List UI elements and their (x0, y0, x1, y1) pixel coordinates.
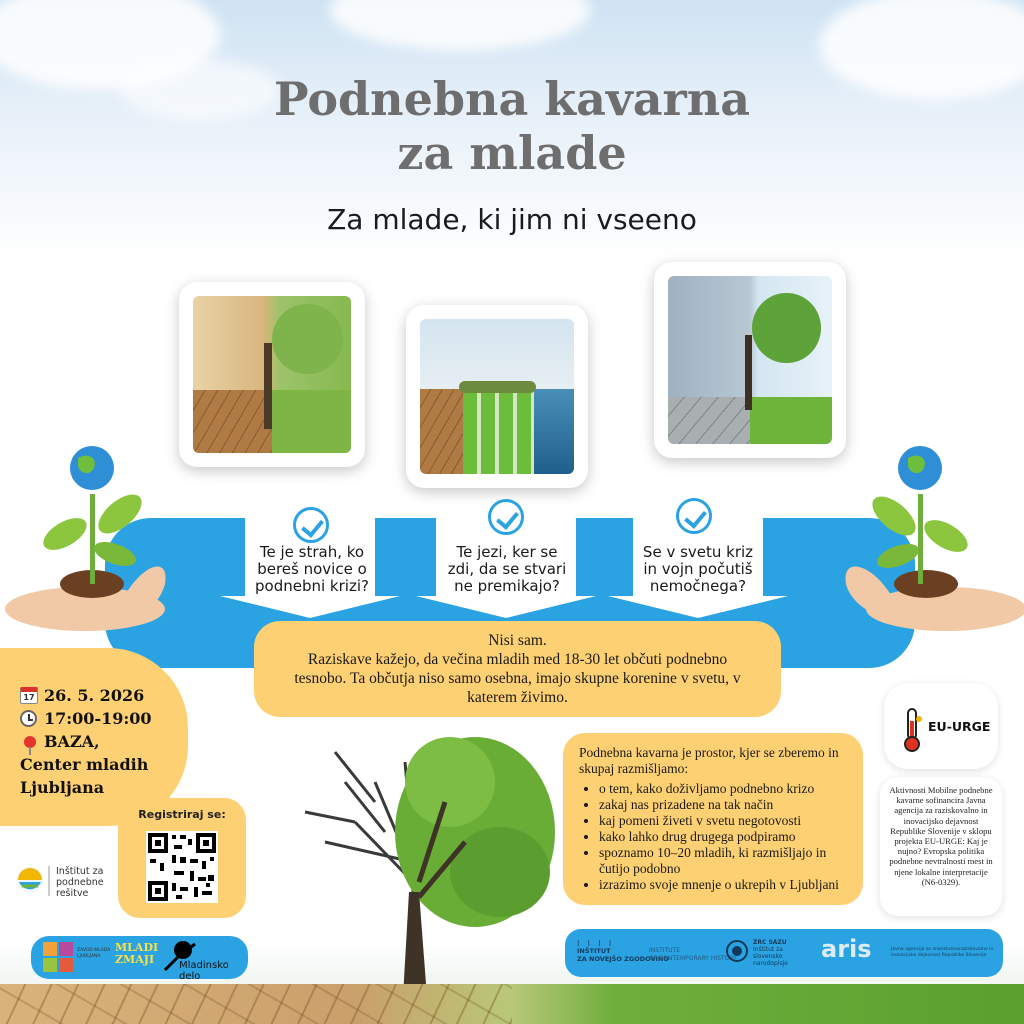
inz-logo-en-line: INSTITUTE (649, 947, 681, 954)
event-venue-1: BAZA, (44, 732, 100, 751)
left-leaf (92, 487, 149, 540)
photo-card-split-tree (654, 262, 846, 458)
event-date-row (20, 684, 188, 707)
inz-logo-line: ZA NOVEJŠO ZGODOVINO (577, 955, 669, 963)
subtitle: Za mlade, ki jim ni vseeno (327, 203, 697, 236)
registration-box[interactable] (118, 798, 246, 918)
left-stem (90, 494, 95, 584)
bare-branches (305, 752, 413, 982)
zavod-logo-text: ZAVOD MLADA LJUBLJANA (77, 948, 111, 959)
zavod-logo-icon (43, 942, 73, 972)
question-text-1: Te je strah, ko bereš novice o podnebni krizi? (255, 543, 369, 595)
half-dead-tree-illustration (285, 722, 555, 997)
zrc-logo-text (753, 939, 813, 967)
zrc-subtitle: Inštitut za slovensko narodopisje (753, 946, 788, 967)
green-canopy (405, 737, 495, 827)
info-heading: Nisi sam. (488, 632, 547, 649)
cracked-earth (0, 984, 512, 1024)
institute-name (56, 866, 136, 899)
right-thumb (846, 567, 896, 619)
event-time: 17:00-19:00 (44, 709, 152, 728)
climate-anxiety-info (254, 621, 781, 717)
calendar-icon (20, 687, 40, 704)
about-list (579, 781, 849, 893)
split-tree-image (668, 276, 832, 444)
zrc-emblem-icon (725, 939, 749, 963)
thermometer-icon (900, 707, 924, 753)
info-body: Raziskave kažejo, da večina mladih med 18-30 let občuti podnebno tesnobo. Ta občutja niso samo osebna, imajo skupne korenine v svetu, v katerem živimo. (294, 651, 741, 706)
question-text-2: Te jezi, ker se zdi, da se stvari ne premikajo? (447, 543, 567, 595)
event-time-row (20, 707, 188, 730)
left-leaf (91, 537, 139, 571)
qr-code[interactable] (146, 831, 218, 903)
event-venue-3: Ljubljana (20, 778, 105, 797)
event-venue-2: Center mladih (20, 755, 149, 774)
question-text-3: Se v svetu kriz in vojn počutiš nemočnega? (642, 543, 754, 595)
about-box (563, 733, 863, 905)
right-hand-seedling-illustration (836, 444, 1024, 644)
about-intro: Podnebna kavarna je prostor, kjer se zberemo in skupaj razmišljamo: (579, 745, 839, 776)
inz-logo-line: INŠTITUT (577, 947, 611, 955)
list-item: • kako lahko drug drugega podpiramo (599, 829, 849, 845)
title-line-2: za mlade (397, 126, 627, 180)
fields-water-image (420, 319, 574, 474)
zrc-name: ZRC SAZU (753, 939, 787, 946)
aris-logo: aris (821, 935, 872, 963)
right-leaf (919, 514, 973, 559)
inz-logo-en (649, 947, 737, 963)
event-date: 26. 5. 2026 (44, 686, 145, 705)
photo-card-fields (406, 305, 588, 488)
calendar-day: 17 (20, 687, 38, 704)
left-hand-seedling-illustration (0, 444, 180, 644)
institute-name-line: podnebne (56, 877, 104, 888)
funding-note: Aktivnosti Mobilne podnebne kavarne sofinancira Javna agencija za raziskovalno in inovacijsko dejavnost Republike Slovenije v sklopu projekta EU-URGE: Kaj je nujno? Evropska politika podnebne nevtralnosti mest in njene lokalne interpretacije (N6-0329). (880, 777, 1002, 916)
event-venue-row (20, 730, 188, 753)
check-icon (293, 507, 329, 543)
partner-logos-right (565, 929, 1003, 977)
qr-code-graphic (146, 831, 218, 903)
right-soil (894, 570, 958, 598)
institute-emblem-icon (16, 866, 44, 894)
list-item: • spoznamo 10–20 mladih, ki razmišljajo in čutijo podobno (599, 845, 849, 877)
registration-label: Registriraj se: (138, 808, 226, 821)
list-item: • kaj pomeni živeti v svetu negotovosti (599, 813, 849, 829)
cloud (330, 0, 590, 50)
clock-icon (20, 710, 40, 727)
pin-icon (20, 736, 40, 748)
green-canopy (450, 827, 550, 917)
mladi-zmaji-logo: MLADI ZMAJI (115, 941, 159, 966)
right-leaf (866, 489, 923, 542)
tree-trunk (403, 892, 427, 997)
eu-urge-badge (884, 683, 998, 769)
institute-name-line: rešitve (56, 888, 89, 899)
aris-logo-subtitle: Javna agencija za znanstvenoraziskovalno in inovacijsko dejavnost Republike Slovenije (891, 947, 994, 958)
inz-logo-en-line: OF CONTEMPORARY HISTORY (649, 955, 737, 962)
list-item: • izrazimo svoje mnenje o ukrepih v Ljubljani (599, 877, 849, 893)
title-line-1: Podnebna kavarna (273, 72, 751, 126)
inz-logo-marks: | | | | (577, 939, 615, 947)
right-leaf (874, 539, 922, 573)
right-stem (918, 494, 923, 584)
mladinsko-delo-logo-text: Mladinsko delo (179, 960, 229, 982)
page-title (0, 72, 1024, 180)
check-icon (676, 498, 712, 534)
eu-urge-label: EU-URGE (928, 719, 991, 734)
partner-logos-left (31, 936, 248, 982)
list-item: • zakaj nas prizadene na tak način (599, 797, 849, 813)
left-leaf (38, 512, 92, 557)
drought-tree-image (193, 296, 351, 453)
list-item: • o tem, kako doživljamo podnebno krizo (599, 781, 849, 797)
check-icon (488, 499, 524, 535)
institute-name-line: Inštitut za (56, 866, 104, 877)
photo-card-drought-tree (179, 282, 365, 467)
